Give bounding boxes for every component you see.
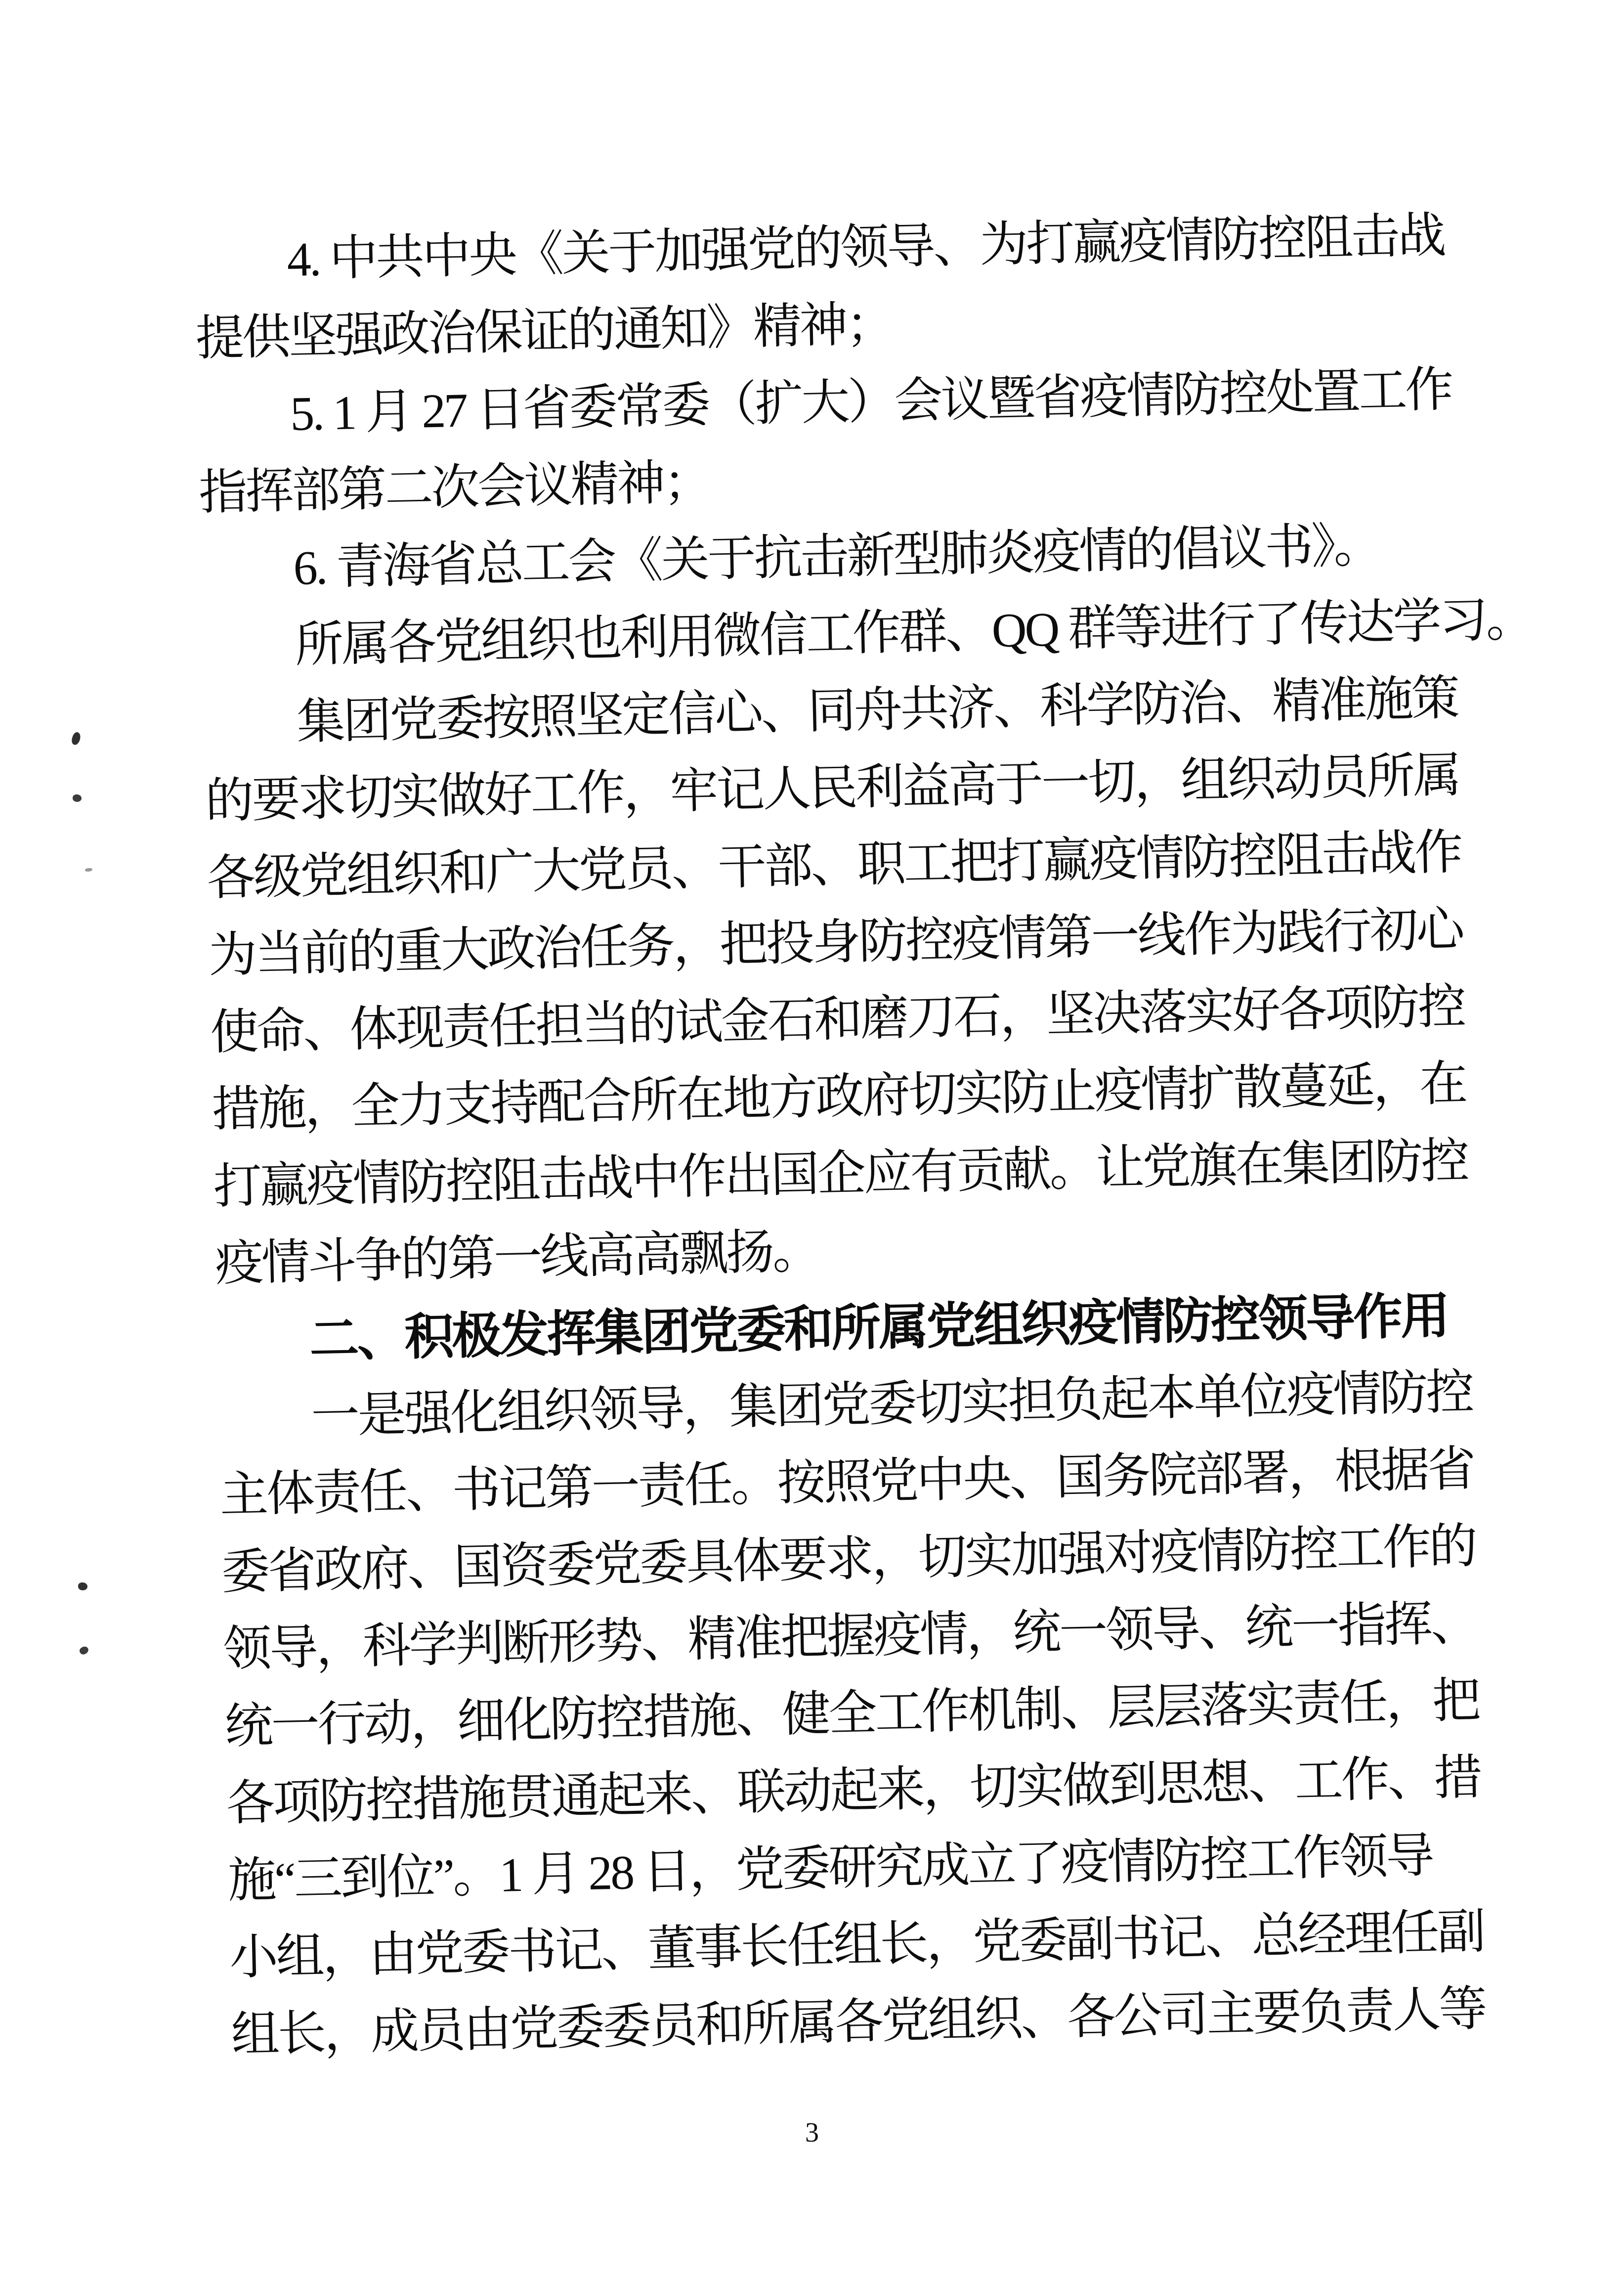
text-line: 集团党委按照坚定信心、同舟共济、科学防治、精准施策	[296, 671, 1458, 749]
ink-speck	[78, 1582, 87, 1590]
text-line: 5. 1 月 27 日省委常委（扩大）会议暨省疫情防控处置工作	[290, 363, 1453, 441]
text-line: 为当前的重大政治任务，把投身防控疫情第一线作为践行初心	[208, 903, 1463, 983]
text-line: 6. 青海省总工会《关于抗击新型肺炎疫情的倡议书》。	[293, 519, 1381, 595]
text-line: 4. 中共中央《关于加强党的领导、为打赢疫情防控阻击战	[286, 209, 1445, 287]
ink-speck	[78, 1645, 89, 1656]
text-line: 统一行动，细化防控措施、健全工作机制、层层落实责任，把	[224, 1674, 1480, 1754]
text-line: 小组，由党委书记、董事长任组长，党委副书记、总经理任副	[229, 1905, 1485, 1985]
text-line: 提供坚强政治保证的通知》精神；	[195, 298, 893, 366]
text-line: 措施，全力支持配合所在地方政府切实防止疫情扩散蔓延，在	[211, 1057, 1467, 1137]
text-line: 各项防控措施贯通起来、联动起来，切实做到思想、工作、措	[225, 1751, 1481, 1831]
text-line: 委省政府、国资委党委具体要求，切实加强对疫情防控工作的	[221, 1520, 1476, 1600]
text-block	[193, 197, 1533, 2074]
text-line: 的要求切实做好工作，牢记人民利益高于一切，组织动员所属	[205, 748, 1460, 829]
text-line: 领导，科学判断形势、精准把握疫情，统一领导、统一指挥、	[222, 1597, 1478, 1677]
text-line: 所属各党组织也利用微信工作群、QQ 群等进行了传达学习。	[294, 593, 1533, 672]
page-number: 3	[805, 2117, 819, 2148]
text-line: 打赢疫情防控阻击战中作出国企应有贡献。让党旗在集团防控	[213, 1134, 1468, 1214]
text-line: 指挥部第二次会议精神；	[198, 456, 711, 520]
section-heading: 二、积极发挥集团党委和所属党组织疫情防控领导作用	[309, 1288, 1449, 1367]
ink-speck	[70, 731, 82, 746]
text-line: 主体责任、书记第一责任。按照党中央、国务院部署，根据省	[219, 1443, 1475, 1523]
text-line: 施“三到位”。1 月 28 日，党委研究成立了疫情防控工作领导	[227, 1829, 1433, 1908]
text-line: 组长，成员由党委委员和所属各党组织、各公司主要负责人等	[230, 1982, 1486, 2062]
text-line: 各级党组织和广大党员、干部、职工把打赢疫情防控阻击战作	[206, 826, 1462, 906]
ink-speck	[85, 868, 93, 872]
ink-speck	[73, 794, 82, 802]
text-line: 疫情斗争的第一线高高飘扬。	[214, 1225, 820, 1291]
text-line: 使命、体现责任担当的试金石和磨刀石，坚决落实好各项防控	[210, 980, 1465, 1060]
text-line: 一是强化组织领导，集团党委切实担负起本单位疫情防控	[310, 1365, 1473, 1444]
